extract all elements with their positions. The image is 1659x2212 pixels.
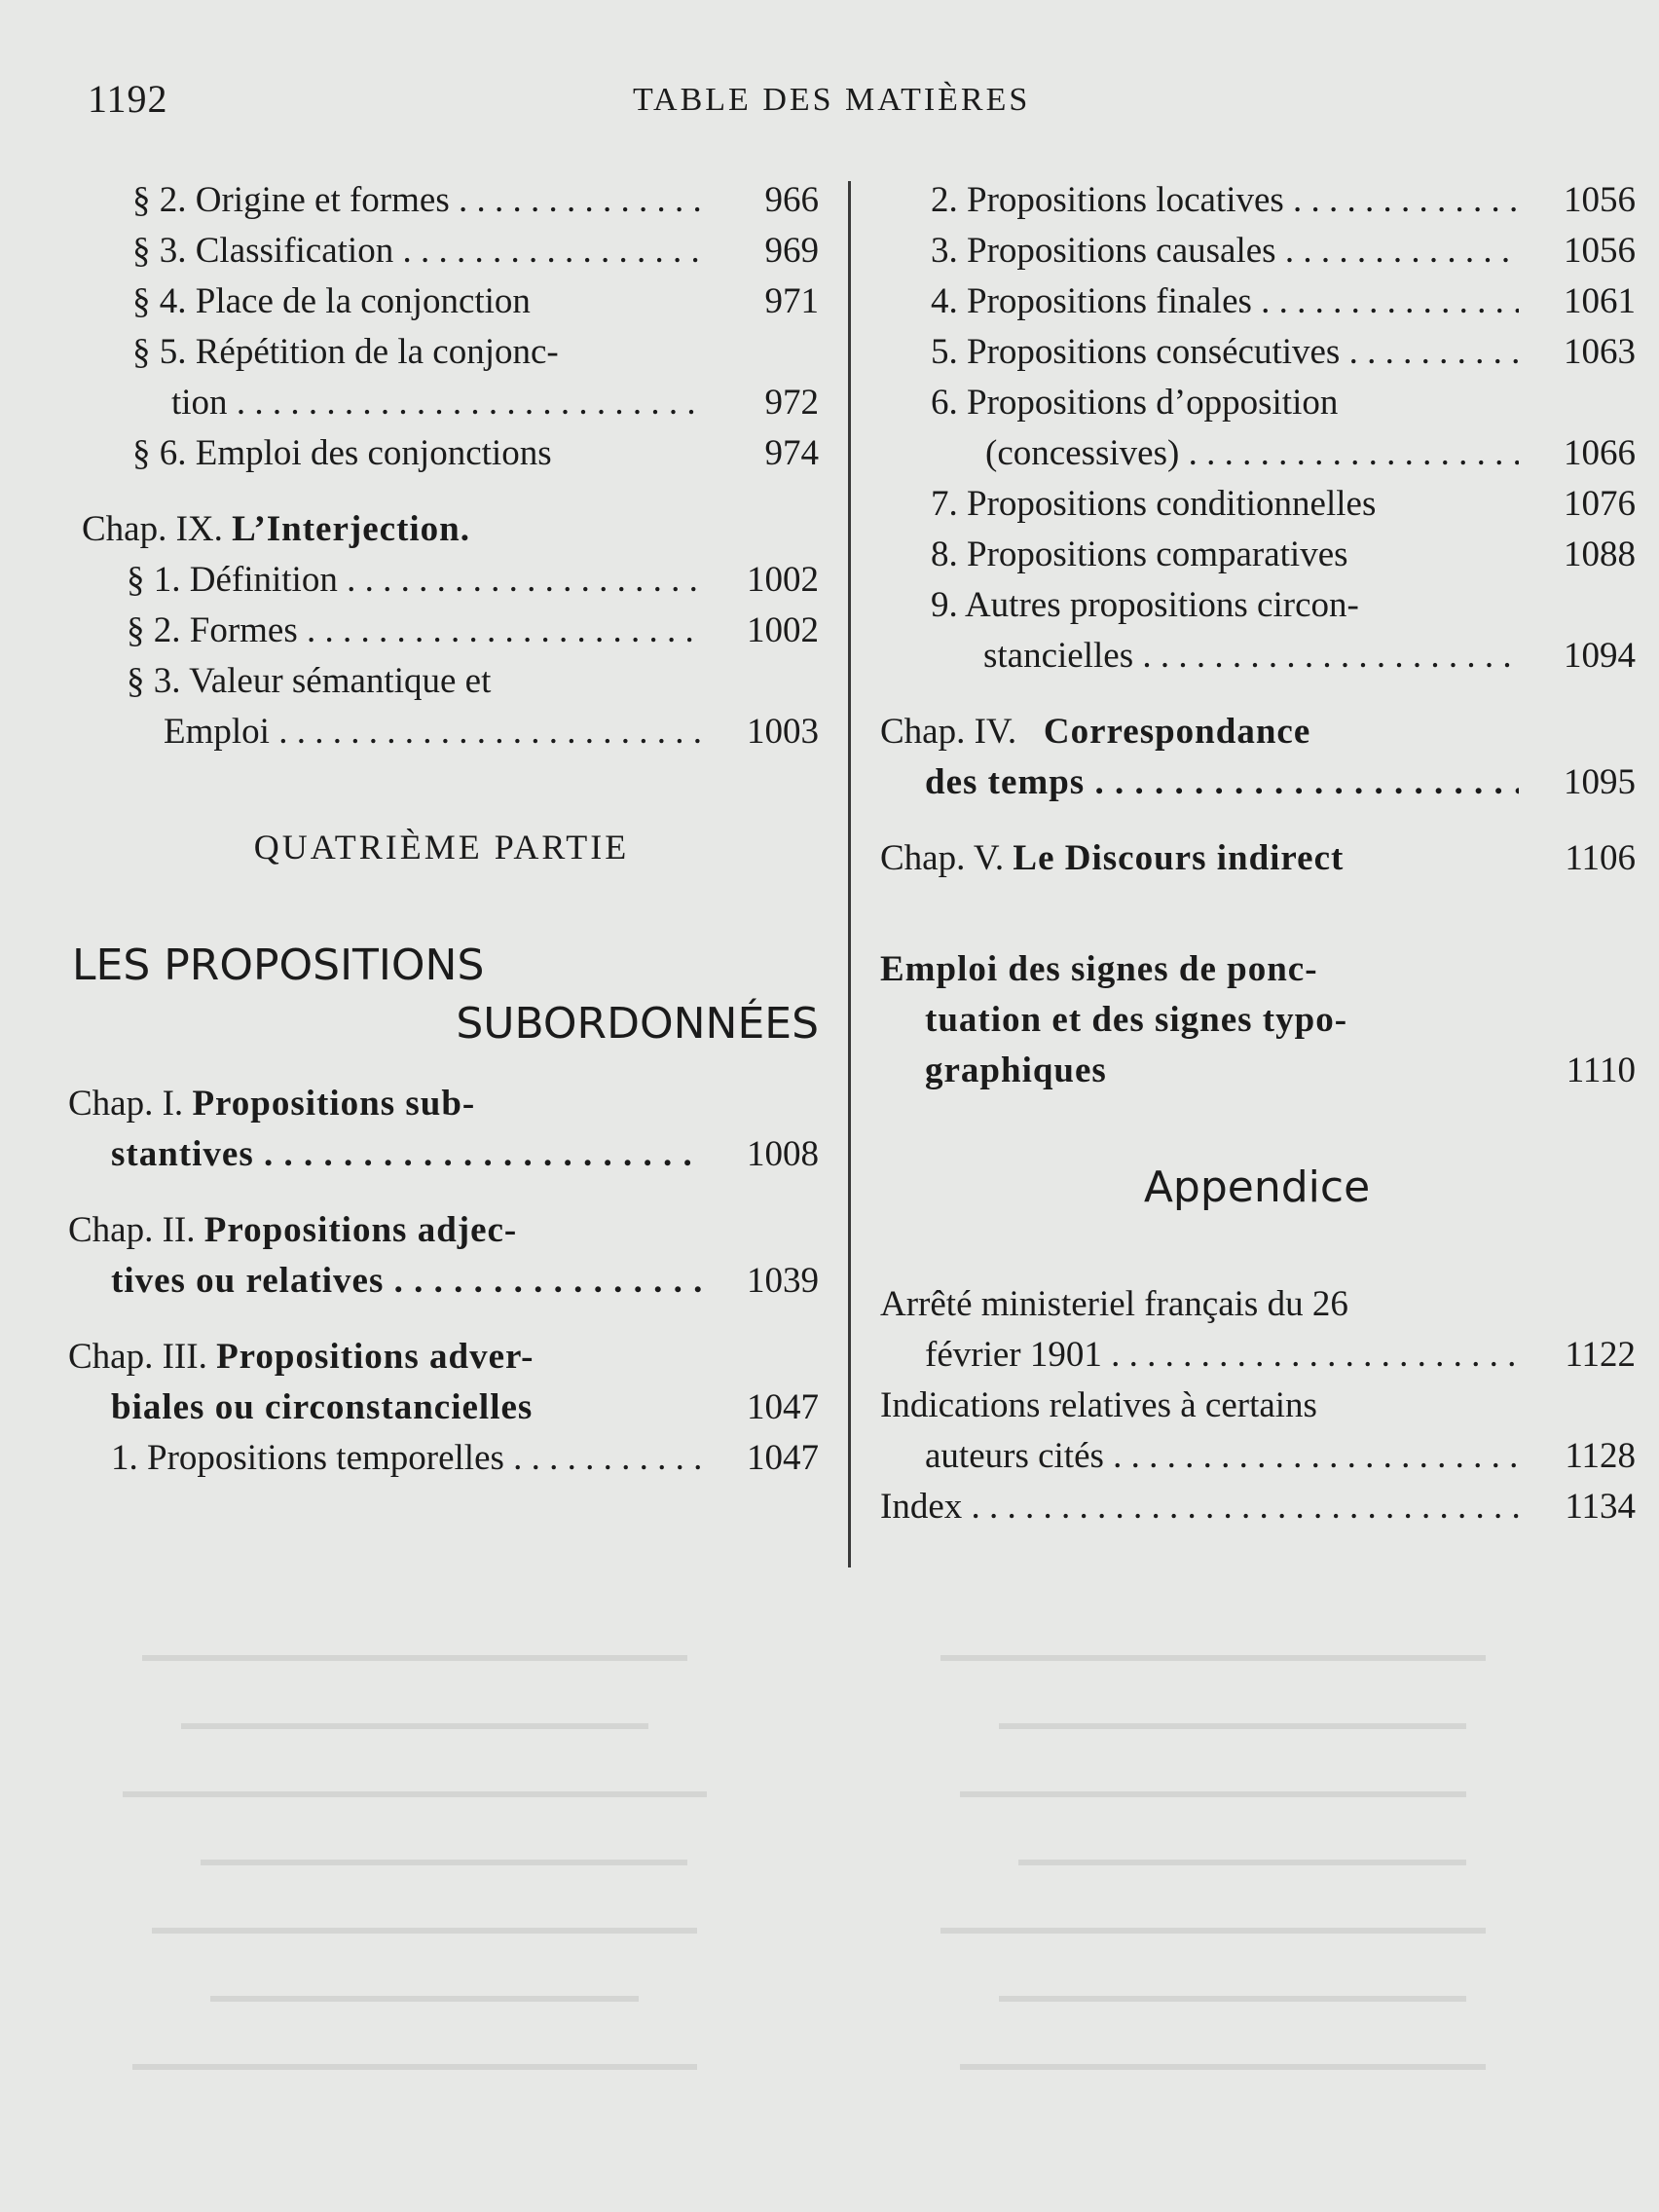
chapter-heading <box>64 1079 819 1129</box>
toc-entry-page: 971 <box>764 281 819 321</box>
toc-entry <box>64 175 819 226</box>
toc-entry-page: 969 <box>764 231 819 271</box>
toc-entry-page: 1076 <box>1564 484 1636 524</box>
toc-entry-page: 1002 <box>747 560 819 600</box>
toc-entry <box>64 428 819 479</box>
chapter-title: Le Discours indirect <box>1013 838 1345 878</box>
toc-right-column <box>878 175 1636 1532</box>
toc-entry <box>64 276 819 327</box>
toc-entry-page: 1056 <box>1564 180 1636 220</box>
chapter-title: stantives . . . <box>111 1129 702 1180</box>
chapter-title: Propositions adjec- <box>203 1210 518 1250</box>
toc-entry-label: (concessives) . . . <box>985 428 1519 479</box>
toc-entry-label: § 1. Définition . . . <box>127 555 702 606</box>
toc-entry-page: 1056 <box>1564 231 1636 271</box>
toc-entry-page: 1088 <box>1564 535 1636 574</box>
toc-entry-page: 1008 <box>747 1134 819 1174</box>
toc-entry-continuation <box>878 1330 1636 1381</box>
toc-entry <box>878 327 1636 378</box>
toc-entry-label: 2. Propositions locatives . . . <box>931 175 1519 226</box>
spacer <box>878 884 1636 944</box>
spacer <box>64 1307 819 1332</box>
toc-entry-page: 972 <box>764 383 819 423</box>
bleed-through-texture <box>64 1636 1622 2181</box>
running-title: TABLE DES MATIÈRES <box>633 82 1031 118</box>
chapter-heading <box>64 1205 819 1256</box>
chapter-heading <box>64 1332 819 1382</box>
spacer <box>64 1053 819 1079</box>
toc-entry <box>878 530 1636 580</box>
chapter-heading-continuation <box>878 757 1636 808</box>
toc-entry-page: 1106 <box>1565 838 1636 878</box>
toc-entry-page: 1039 <box>747 1261 819 1301</box>
toc-entry <box>878 378 1636 428</box>
chapter-heading <box>878 833 1636 884</box>
toc-entry-page: 1047 <box>747 1387 819 1427</box>
toc-entry-page: 1047 <box>747 1438 819 1478</box>
toc-entry-page: 974 <box>764 433 819 473</box>
toc-entry <box>64 555 819 606</box>
spacer <box>64 1180 819 1205</box>
toc-entry-page: 1128 <box>1565 1436 1636 1476</box>
spacer <box>878 808 1636 833</box>
toc-entry-continuation <box>878 631 1636 682</box>
spacer <box>878 682 1636 707</box>
toc-entry-label: 3. Propositions causales . . . <box>931 226 1519 276</box>
appendix-title: Appendice <box>1143 1162 1371 1212</box>
part-title: QUATRIÈME PARTIE <box>253 828 630 866</box>
spacer <box>64 757 819 818</box>
toc-entry-continuation <box>878 1431 1636 1482</box>
chapter-title: L’Interjection. <box>232 509 470 549</box>
toc-entry <box>878 226 1636 276</box>
chapter-title: Correspondance <box>1043 712 1311 752</box>
toc-entry <box>878 276 1636 327</box>
chapter-prefix: Chap. IX. <box>82 509 223 549</box>
chapter-heading-continuation <box>64 1256 819 1307</box>
toc-entry-label: 8. Propositions comparatives <box>931 535 1348 574</box>
toc-entry-page: 1002 <box>747 610 819 650</box>
chapter-title: biales ou circonstancielles <box>111 1387 534 1427</box>
section-title: Emploi des signes de ponc- <box>880 949 1318 989</box>
section-title: tuation et des signes typo- <box>925 1000 1348 1040</box>
toc-entry-page: 1003 <box>747 712 819 752</box>
bleed-through-lines <box>64 1636 1622 2181</box>
toc-entry-page: 1066 <box>1564 433 1636 473</box>
toc-entry <box>878 1482 1636 1532</box>
toc-entry-label: § 3. Classification . . . <box>132 226 702 276</box>
toc-entry-label: § 2. Origine et formes . . . <box>132 175 702 226</box>
chapter-prefix: Chap. III. <box>68 1337 207 1377</box>
chapter-title: Propositions adver- <box>216 1337 535 1377</box>
toc-entry-label: § 4. Place de la conjonction <box>132 281 531 321</box>
chapter-title: Propositions sub- <box>192 1084 476 1124</box>
toc-entry-label: § 2. Formes . . . <box>127 606 702 656</box>
toc-entry <box>878 175 1636 226</box>
toc-entry-continuation <box>64 378 819 428</box>
spacer <box>878 1219 1636 1279</box>
toc-entry <box>878 1381 1636 1431</box>
chapter-heading-continuation <box>64 1129 819 1180</box>
toc-entry <box>64 226 819 276</box>
toc-entry-label: 4. Propositions finales . . . <box>931 276 1519 327</box>
spacer <box>878 1096 1636 1157</box>
toc-entry-page: 1061 <box>1564 281 1636 321</box>
toc-entry-label: § 6. Emploi des conjonctions <box>132 433 552 473</box>
toc-entry <box>64 606 819 656</box>
toc-entry-label: stancielles . . . <box>983 631 1519 682</box>
toc-entry-page: 1134 <box>1565 1487 1636 1527</box>
toc-entry-label: tion . . . <box>171 378 702 428</box>
toc-entry <box>878 479 1636 530</box>
toc-entry <box>878 1279 1636 1330</box>
toc-entry-page: 1110 <box>1566 1051 1636 1090</box>
toc-entry-page: 1063 <box>1564 332 1636 372</box>
toc-entry-label: § 3. Valeur sémantique et <box>127 661 492 701</box>
toc-entry-continuation <box>878 428 1636 479</box>
chapter-title: des temps . . . <box>925 757 1519 808</box>
chapter-heading <box>878 707 1636 757</box>
page-number: 1192 <box>88 77 168 121</box>
toc-entry-label: Index . . . <box>880 1482 1519 1532</box>
toc-entry-label: 5. Propositions consécutives . . . <box>931 327 1519 378</box>
toc-entry-label: février 1901 . . . <box>925 1330 1519 1381</box>
section-title-line-2: SUBORDONNÉES <box>456 999 819 1049</box>
toc-entry <box>64 656 819 707</box>
toc-entry-continuation <box>64 707 819 757</box>
toc-entry-page: 1094 <box>1564 636 1636 676</box>
toc-entry-label: 6. Propositions d’opposition <box>931 383 1339 423</box>
toc-entry-label: Indications relatives à certains <box>880 1385 1317 1425</box>
toc-entry-label: 7. Propositions conditionnelles <box>931 484 1377 524</box>
chapter-heading-continuation <box>64 1382 819 1433</box>
section-heading <box>878 944 1636 995</box>
toc-entry-label: auteurs cités . . . <box>925 1431 1519 1482</box>
toc-entry-label: Arrêté ministeriel français du 26 <box>880 1284 1348 1324</box>
page-header <box>88 76 1100 125</box>
toc-entry-page: 1095 <box>1564 762 1636 802</box>
chapter-prefix: Chap. I. <box>68 1084 184 1124</box>
toc-entry-page: 966 <box>764 180 819 220</box>
spacer <box>64 876 819 937</box>
chapter-prefix: Chap. V. <box>880 838 1005 878</box>
toc-entry <box>64 1433 819 1484</box>
section-heading-continuation <box>878 995 1636 1046</box>
toc-left-column <box>64 175 819 1484</box>
column-divider <box>848 181 851 1567</box>
chapter-prefix: Chap. II. <box>68 1210 196 1250</box>
chapter-heading <box>64 504 819 555</box>
section-title: graphiques <box>925 1051 1107 1090</box>
toc-entry <box>878 580 1636 631</box>
chapter-prefix: Chap. IV. <box>880 712 1017 752</box>
chapter-title: tives ou relatives . . . <box>111 1256 702 1307</box>
toc-entry-label: Emploi . . . <box>164 707 702 757</box>
spacer <box>64 479 819 504</box>
section-heading-continuation <box>878 1046 1636 1096</box>
toc-entry <box>64 327 819 378</box>
toc-entry-label: 1. Propositions temporelles . . . <box>111 1433 702 1484</box>
toc-entry-label: 9. Autres propositions circon- <box>931 585 1359 625</box>
toc-entry-label: § 5. Répétition de la conjonc- <box>132 332 559 372</box>
toc-entry-page: 1122 <box>1565 1335 1636 1375</box>
section-title-line-1: LES PROPOSITIONS <box>72 940 485 990</box>
